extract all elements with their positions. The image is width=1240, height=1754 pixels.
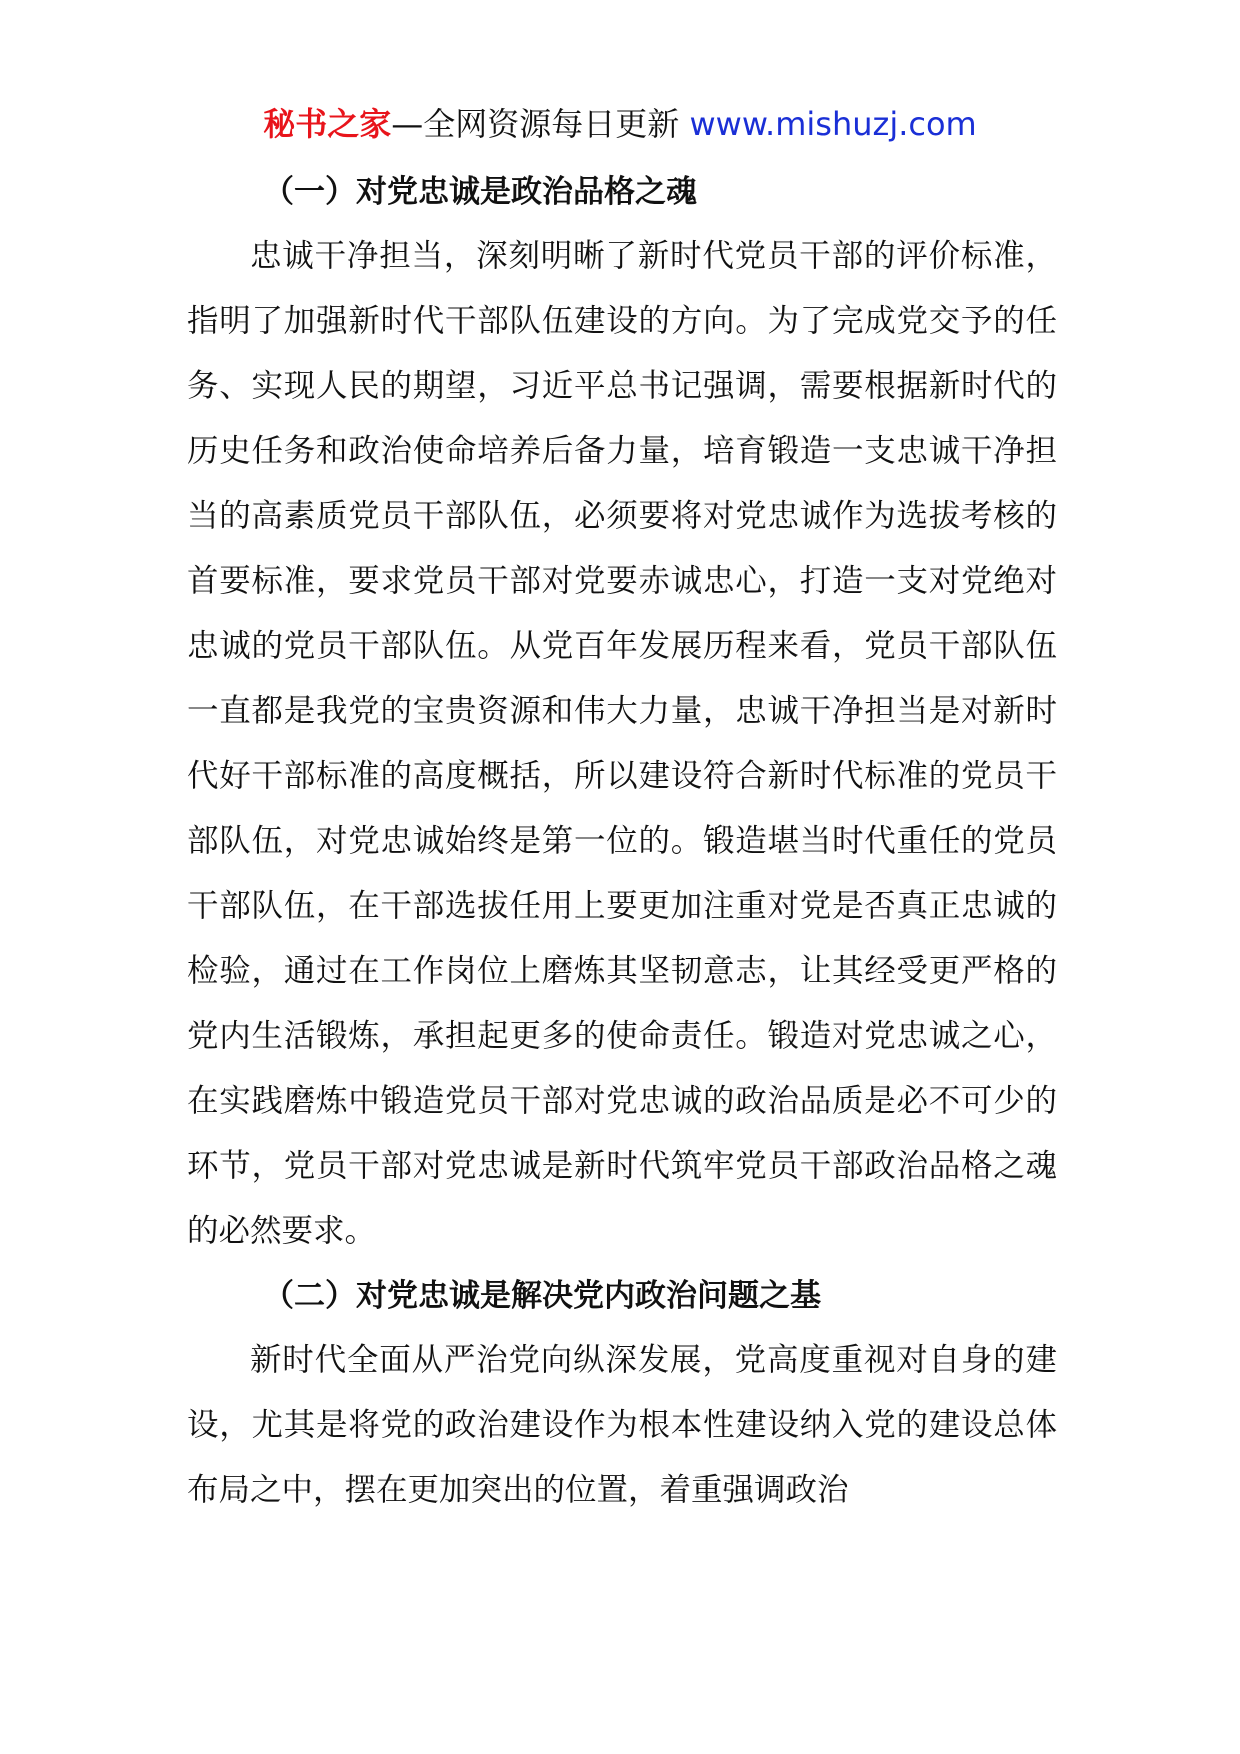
document-body <box>187 160 1057 1523</box>
website-url[interactable]: www.mishuzj.com <box>689 105 977 143</box>
brand-name: 秘书之家 <box>263 105 392 143</box>
page-header <box>0 100 1240 148</box>
header-tagline: —全网资源每日更新 <box>391 105 680 143</box>
section-heading-2: （二）对党忠诚是解决党内政治问题之基 <box>263 1278 821 1314</box>
section-heading-1: （一）对党忠诚是政治品格之魂 <box>263 174 697 210</box>
section-paragraph-2: 新时代全面从严治党向纵深发展，党高度重视对自身的建设，尤其是将党的政治建设作为根本性建设纳入党的建设总体布局之中，摆在更加突出的位置，着重强调政治 <box>187 1342 1057 1508</box>
section-paragraph-1: 忠诚干净担当，深刻明晰了新时代党员干部的评价标准，指明了加强新时代干部队伍建设的方向。为了完成党交予的任务、实现人民的期望，习近平总书记强调，需要根据新时代的历史任务和政治使命培养后备力量，培育锻造一支忠诚干净担当的高素质党员干部队伍，必须要将对党忠诚作为选拔考核的首要标准，要求党员干部对党要赤诚忠心，打造一支对党绝对忠诚的党员干部队伍。从党百年发展历程来看，党员干部队伍一直都是我党的宝贵资源和伟大力量，忠诚干净担当是对新时代好干部标准的高度概括，所以建设符合新时代标准的党员干部队伍，对党忠诚始终是第一位的。锻造堪当时代重任的党员干部队伍，在干部选拔任用上要更加注重对党是否真正忠诚的检验，通过在工作岗位上磨炼其坚韧意志，让其经受更严格的党内生活锻炼，承担起更多的使命责任。锻造对党忠诚之心，在实践磨炼中锻造党员干部对党忠诚的政治品质是必不可少的环节，党员干部对党忠诚是新时代筑牢党员干部政治品格之魂的必然要求。 <box>187 238 1057 1249</box>
